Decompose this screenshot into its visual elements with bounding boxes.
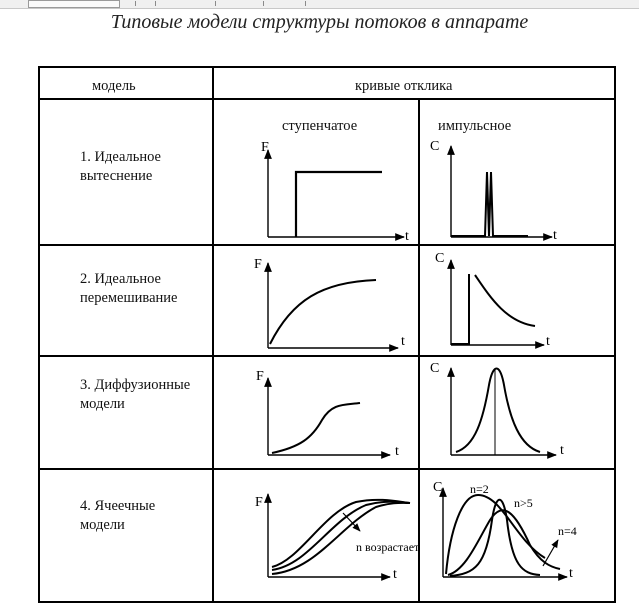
page-title: Типовые модели структуры потоков в аппарате — [110, 11, 529, 33]
header-impulse-input: импульсное — [438, 118, 512, 134]
plot-diffusion-impulse — [451, 368, 556, 455]
plot-cell-impulse — [443, 488, 567, 577]
plot-mixing-step — [268, 263, 398, 348]
bell-curve — [456, 369, 540, 453]
axis-label-C: C — [435, 251, 445, 266]
model-cell: 4. Ячеечные модели — [80, 498, 156, 533]
plot-cell-step — [268, 494, 410, 577]
exponential-rise-curve — [270, 280, 376, 344]
axis-label-C: C — [430, 139, 440, 154]
axis-label-t: t — [393, 567, 397, 582]
axis-label-F: F — [256, 369, 264, 384]
annotation-n4: n=4 — [558, 524, 577, 538]
annotation-n5: n>5 — [514, 496, 533, 510]
cell-curve-2 — [272, 502, 410, 570]
axis-label-t: t — [560, 443, 564, 458]
step-response-curve — [296, 172, 382, 237]
axis-label-t: t — [546, 334, 550, 349]
plot-diffusion-step — [268, 378, 390, 455]
axis-label-C: C — [433, 480, 443, 495]
plot-plug-impulse — [451, 146, 552, 237]
axis-label-t: t — [401, 334, 405, 349]
header-model: модель — [92, 78, 136, 94]
exponential-decay-curve — [451, 274, 535, 344]
n4-pointer-arrow-icon — [543, 540, 558, 566]
axis-label-t: t — [405, 229, 409, 244]
annotation-n-increases: n возрастает — [356, 540, 420, 554]
plot-mixing-impulse — [451, 260, 544, 345]
model-diffusion: 3. Диффузионные модели — [80, 377, 191, 412]
plot-plug-step — [268, 150, 404, 237]
s-shaped-curve — [272, 403, 360, 453]
pulse-response-curve — [451, 172, 528, 236]
model-perfect-mixing: 2. Идеальное перемешивание — [80, 271, 178, 306]
axis-label-F: F — [255, 495, 263, 510]
axis-label-t: t — [395, 444, 399, 459]
axis-label-t: t — [569, 566, 573, 581]
annotation-n2: n=2 — [470, 482, 489, 496]
axis-label-t: t — [553, 228, 557, 243]
header-step-input: ступенчатое — [282, 118, 358, 134]
axis-label-C: C — [430, 361, 440, 376]
header-response-curves: кривые отклика — [355, 78, 453, 94]
axis-label-F: F — [261, 140, 269, 155]
axis-label-F: F — [254, 257, 262, 272]
model-plug-flow: 1. Идеальное вытеснение — [80, 149, 161, 184]
